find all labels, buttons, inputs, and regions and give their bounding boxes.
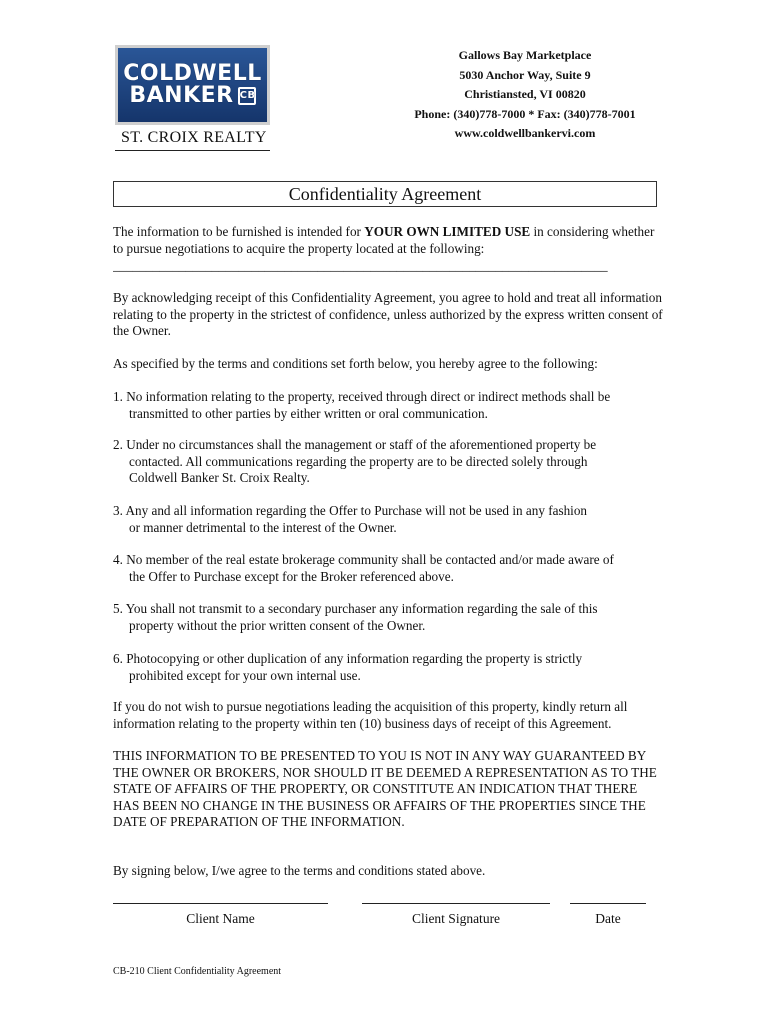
document-title: Confidentiality Agreement [113, 181, 657, 207]
office-name: Gallows Bay Marketplace [458, 48, 592, 62]
office-website: www.coldwellbankervi.com [454, 126, 596, 140]
office-street: 5030 Anchor Way, Suite 9 [459, 67, 591, 82]
logo-subtitle: ST. CROIX REALTY [115, 127, 270, 151]
client-name-line[interactable] [113, 903, 328, 904]
client-signature-label: Client Signature [411, 911, 501, 926]
disclaimer-paragraph: THIS INFORMATION TO BE PRESENTED TO YOU IS NOT IN ANY WAY GUARANTEED BY THE OWNER OR BROKERS, NOR SHOULD IT BE DEEMED A REPRESENTATION AS TO THE STATE OF AFFAIRS OF THE PROPERTY, OR CONSTITUTE AN INDICATION THAT THERE HAS BEEN NO CHANGE IN THE BUSINESS OR AFFAIRS OF THE PROPERTIES SINCE THE DATE OF PREPARATION OF THE INFORMATION. [113, 748, 657, 829]
logo-mark-icon: CB [238, 87, 256, 105]
term-item: 5. You shall not transmit to a secondary purchaser any information regarding the sale of this property without the prior written consent of the Owner. [113, 601, 598, 633]
term-item: 3. Any and all information regarding the Offer to Purchase will not be used in any fashion or manner detrimental to the interest of the Owner. [113, 503, 588, 535]
return-paragraph: If you do not wish to pursue negotiations leading the acquisition of this property, kindly return all information relating to the property within ten (10) business days of receipt of this Agreement. [113, 699, 628, 731]
term-item: 6. Photocopying or other duplication of any information regarding the property is strictly prohibited except for your own internal use. [113, 651, 583, 683]
terms-intro: As specified by the terms and conditions set forth below, you hereby agree to the following: [113, 356, 598, 371]
logo-line2: BANKER [129, 83, 234, 108]
term-item: 1. No information relating to the property, received through direct or indirect methods shall be transmitted to other parties by either written or oral communication. [113, 389, 611, 421]
term-item: 4. No member of the real estate brokerage community shall be contacted and/or made aware of the Offer to Purchase except for the Broker referenced above. [113, 552, 614, 584]
date-line[interactable] [570, 903, 646, 904]
date-label: Date [595, 911, 621, 926]
property-address-blank: ___________________________________________________________________________ [113, 258, 608, 273]
intro-emphasis: YOUR OWN LIMITED USE [364, 224, 531, 239]
signing-statement: By signing below, I/we agree to the terms and conditions stated above. [113, 863, 486, 878]
logo-line1: COLDWELL [123, 61, 262, 86]
acknowledgement-paragraph: By acknowledging receipt of this Confidentiality Agreement, you agree to hold and treat all information relating to the property in the strictest of confidence, unless authorized by the express written consent of the Owner. [113, 290, 663, 338]
intro-paragraph [113, 224, 663, 275]
office-city: Christiansted, VI 00820 [464, 87, 586, 101]
company-logo [115, 45, 275, 151]
client-signature-line[interactable] [362, 903, 550, 904]
client-name-label: Client Name [186, 911, 255, 926]
intro-after: in considering whether to pursue negotiations to acquire the property located at the following: [113, 224, 655, 256]
intro-before: The information to be furnished is intended for [113, 224, 365, 239]
logo-line2-row [129, 85, 255, 107]
term-item: 2. Under no circumstances shall the management or staff of the aforementioned property be contacted. All communications regarding the property are to be directed solely through Coldwell Banker St. Croix Realty. [113, 437, 597, 485]
logo-badge [115, 45, 270, 125]
form-footer: CB-210 Client Confidentiality Agreement [113, 966, 282, 977]
contact-block [390, 46, 660, 144]
office-phone: Phone: (340)778-7000 * Fax: (340)778-7001 [414, 106, 636, 121]
